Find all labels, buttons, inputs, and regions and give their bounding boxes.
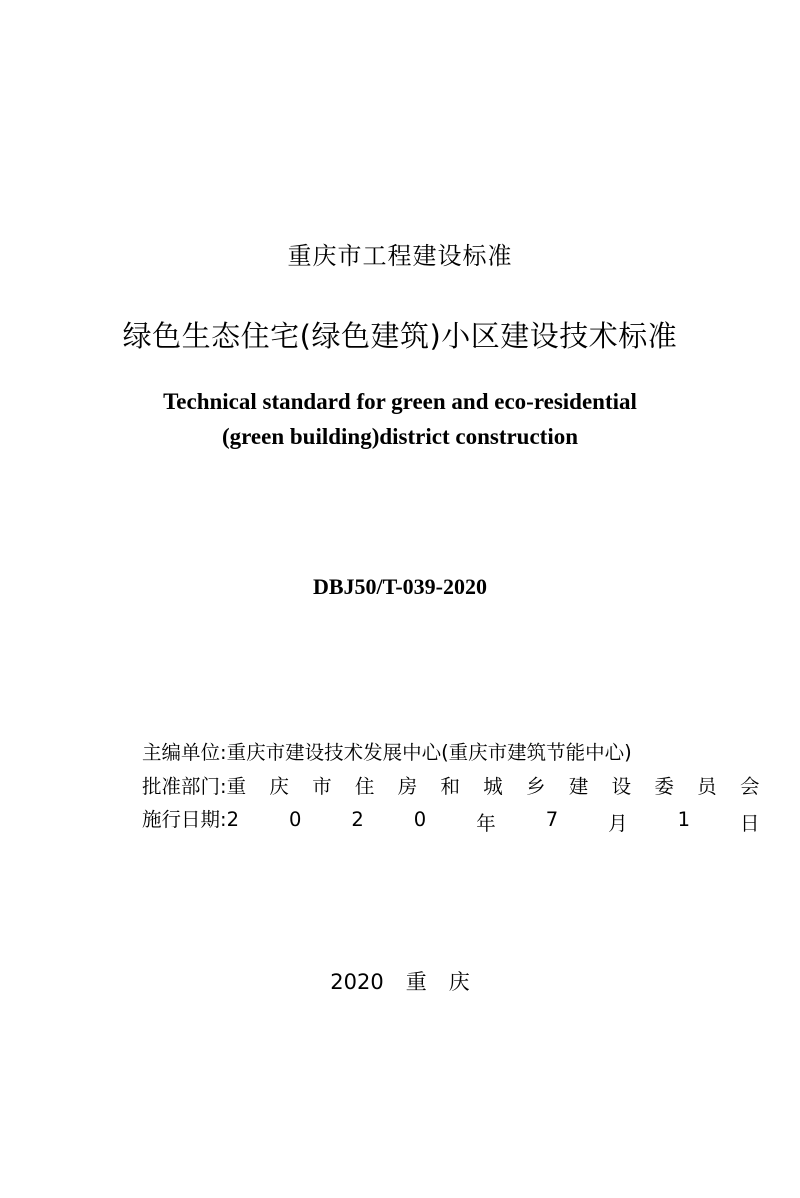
date-char: 0 [413, 808, 427, 831]
publication-city-char: 庆 [448, 970, 470, 994]
approver-char: 乡 [526, 775, 546, 798]
approver-char: 市 [312, 775, 332, 798]
approver-char: 重 [226, 775, 247, 798]
standard-code: DBJ50/T-039-2020 [313, 574, 487, 599]
approver-value [227, 771, 760, 799]
approver-char: 委 [654, 775, 674, 798]
publication-city-char: 重 [405, 970, 427, 994]
date-label: 施行日期: [142, 808, 227, 831]
series-title: 重庆市工程建设标准 [287, 242, 513, 270]
editor-row [142, 737, 632, 765]
approver-row [142, 771, 760, 799]
english-title-line1: Technical standard for green and eco-residential [163, 389, 637, 414]
date-char: 2 [351, 808, 364, 831]
approver-char: 建 [568, 775, 589, 798]
main-title: 绿色生态住宅(绿色建筑)小区建设技术标准 [122, 319, 678, 353]
date-char: 2 [226, 808, 239, 831]
publication-year: 2020 [330, 970, 384, 994]
date-char: 1 [677, 808, 691, 831]
date-char: 年 [476, 812, 496, 835]
approver-char: 城 [483, 775, 503, 798]
date-char: 7 [545, 808, 559, 831]
date-char: 月 [608, 812, 628, 835]
editor-value: 重庆市建设技术发展中心(重庆市建筑节能中心) [226, 741, 632, 764]
date-value [227, 808, 760, 836]
date-char: 0 [288, 808, 302, 831]
approver-char: 设 [611, 775, 632, 798]
approver-char: 住 [354, 775, 375, 798]
english-title-line2: (green building)district construction [221, 424, 579, 449]
approver-char: 庆 [269, 775, 289, 798]
approver-char: 员 [697, 775, 717, 798]
approver-char: 房 [397, 775, 418, 798]
date-row [142, 804, 760, 836]
approver-label: 批准部门: [142, 775, 227, 798]
approver-char: 和 [440, 775, 460, 798]
publication-line [0, 966, 800, 996]
approver-char: 会 [739, 775, 760, 798]
date-char: 日 [740, 812, 760, 835]
editor-label: 主编单位: [142, 741, 227, 764]
